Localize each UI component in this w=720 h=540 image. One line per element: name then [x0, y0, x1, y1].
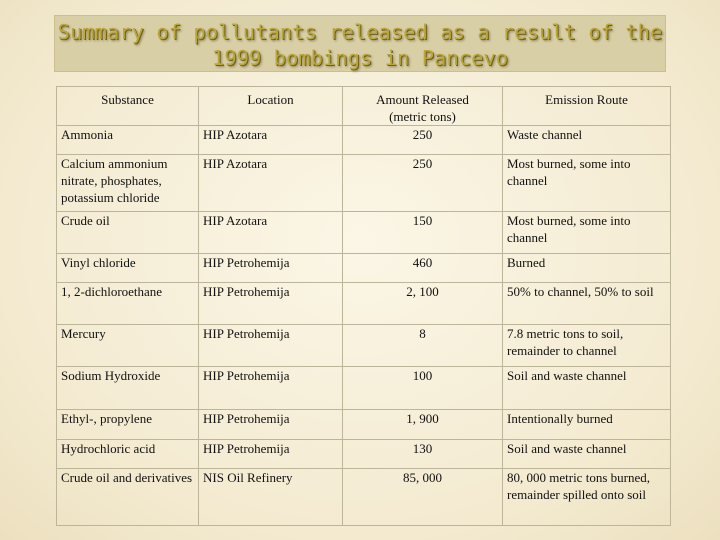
cell-amount: 1, 900 — [343, 410, 503, 440]
slide-title — [54, 15, 666, 72]
cell-emission: Soil and waste channel — [503, 440, 671, 469]
table-row — [57, 283, 671, 325]
header-substance: Substance — [57, 87, 199, 126]
table-row — [57, 469, 671, 526]
table-row — [57, 212, 671, 254]
table-row — [57, 126, 671, 155]
cell-location: HIP Petrohemija — [199, 440, 343, 469]
title-line-2: 1999 bombings in Pancevo — [211, 46, 509, 70]
cell-location: HIP Azotara — [199, 212, 343, 254]
cell-substance: Hydrochloric acid — [57, 440, 199, 469]
cell-amount: 250 — [343, 126, 503, 155]
cell-amount: 100 — [343, 367, 503, 410]
cell-substance: Ammonia — [57, 126, 199, 155]
cell-emission: Most burned, some into channel — [503, 212, 671, 254]
cell-location: HIP Petrohemija — [199, 283, 343, 325]
cell-amount: 85, 000 — [343, 469, 503, 526]
table-row — [57, 367, 671, 410]
cell-amount: 150 — [343, 212, 503, 254]
cell-emission: 80, 000 metric tons burned, remainder spilled onto soil — [503, 469, 671, 526]
cell-location: HIP Petrohemija — [199, 410, 343, 440]
cell-location: NIS Oil Refinery — [199, 469, 343, 526]
table-header-row — [57, 87, 671, 126]
cell-location: HIP Azotara — [199, 126, 343, 155]
cell-substance: Crude oil — [57, 212, 199, 254]
cell-substance: Ethyl-, propylene — [57, 410, 199, 440]
cell-emission: 50% to channel, 50% to soil — [503, 283, 671, 325]
header-amount — [343, 87, 503, 126]
header-emission: Emission Route — [503, 87, 671, 126]
cell-location: HIP Petrohemija — [199, 254, 343, 283]
cell-substance: Mercury — [57, 325, 199, 367]
cell-amount: 8 — [343, 325, 503, 367]
cell-substance: Crude oil and derivatives — [57, 469, 199, 526]
table-row — [57, 410, 671, 440]
header-amount-line1: Amount Released — [376, 92, 469, 107]
cell-emission: Intentionally burned — [503, 410, 671, 440]
cell-emission: Soil and waste channel — [503, 367, 671, 410]
cell-substance: Vinyl chloride — [57, 254, 199, 283]
cell-emission: 7.8 metric tons to soil, remainder to channel — [503, 325, 671, 367]
header-location: Location — [199, 87, 343, 126]
cell-amount: 460 — [343, 254, 503, 283]
table-row — [57, 440, 671, 469]
cell-location: HIP Azotara — [199, 155, 343, 212]
title-line-1: Summary of pollutants released as a result of the — [57, 20, 663, 44]
cell-amount: 2, 100 — [343, 283, 503, 325]
header-amount-line2: (metric tons) — [389, 109, 456, 124]
cell-location: HIP Petrohemija — [199, 367, 343, 410]
cell-substance: Calcium ammonium nitrate, phosphates, potassium chloride — [57, 155, 199, 212]
cell-substance: Sodium Hydroxide — [57, 367, 199, 410]
cell-emission: Waste channel — [503, 126, 671, 155]
pollutants-table — [56, 86, 671, 526]
table-row — [57, 325, 671, 367]
table-row — [57, 254, 671, 283]
cell-substance: 1, 2-dichloroethane — [57, 283, 199, 325]
cell-emission: Most burned, some into channel — [503, 155, 671, 212]
cell-amount: 130 — [343, 440, 503, 469]
cell-amount: 250 — [343, 155, 503, 212]
cell-emission: Burned — [503, 254, 671, 283]
table-row — [57, 155, 671, 212]
cell-location: HIP Petrohemija — [199, 325, 343, 367]
